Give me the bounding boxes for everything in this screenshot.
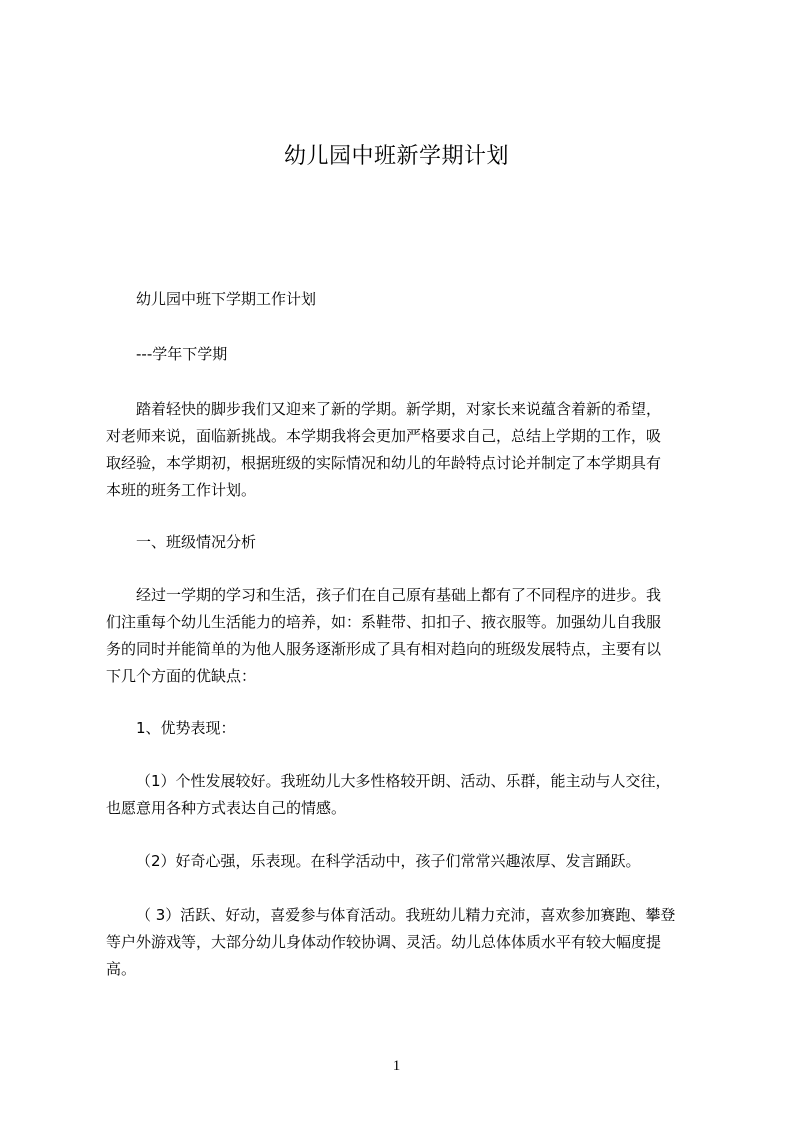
advantage-point-one [106, 768, 696, 822]
paragraph-line: 也愿意用各种方式表达自己的情感。 [106, 799, 347, 817]
paragraph-line: （1）个性发展较好。我班幼儿大多性格较开朗、活动、乐群，能主动与人交往， [136, 772, 671, 790]
intro-paragraph [106, 396, 696, 504]
section-one-heading-text: 一、班级情况分析 [136, 533, 257, 551]
term-label [106, 341, 726, 368]
paragraph-line: 们注重每个幼儿生活能力的培养，如：系鞋带、扣扣子、掖衣服等。加强幼儿自我服 [106, 613, 662, 631]
plan-subtitle-text: 幼儿园中班下学期工作计划 [136, 290, 317, 308]
paragraph-line: （2）好奇心强，乐表现。在科学活动中，孩子们常常兴趣浓厚、发言踊跃。 [136, 852, 641, 870]
paragraph-line: 高。 [106, 960, 137, 978]
page-number: 1 [392, 1058, 401, 1074]
term-label-text: ---学年下学期 [136, 345, 228, 363]
paragraph-line: 本班的班务工作计划。 [106, 481, 257, 499]
paragraph-line: （ 3）活跃、好动，喜爱参与体育活动。我班幼儿精力充沛，喜欢参加赛跑、攀登 [136, 906, 676, 924]
paragraph-line: 经过一学期的学习和生活，孩子们在自己原有基础上都有了不同程序的进步。我 [136, 586, 662, 604]
analysis-paragraph [106, 582, 696, 690]
advantage-point-three [106, 902, 696, 983]
advantages-heading [106, 715, 726, 742]
paragraph-line: 下几个方面的优缺点： [106, 667, 257, 685]
advantage-point-two [106, 848, 696, 875]
document-title: 幼儿园中班新学期计划 [283, 144, 509, 169]
paragraph-line: 取经验，本学期初，根据班级的实际情况和幼儿的年龄特点讨论并制定了本学期具有 [106, 454, 662, 472]
paragraph-line: 踏着轻快的脚步我们又迎来了新的学期。新学期，对家长来说蕴含着新的希望， [136, 400, 662, 418]
section-one-heading [106, 529, 726, 556]
advantages-heading-text: 1、优势表现： [136, 719, 236, 737]
paragraph-line: 等户外游戏等，大部分幼儿身体动作较协调、灵活。幼儿总体体质水平有较大幅度提 [106, 933, 662, 951]
plan-subtitle [106, 286, 726, 313]
paragraph-line: 对老师来说，面临新挑战。本学期我将会更加严格要求自己，总结上学期的工作，吸 [106, 427, 662, 445]
paragraph-line: 务的同时并能简单的为他人服务逐渐形成了具有相对趋向的班级发展特点，主要有以 [106, 640, 662, 658]
